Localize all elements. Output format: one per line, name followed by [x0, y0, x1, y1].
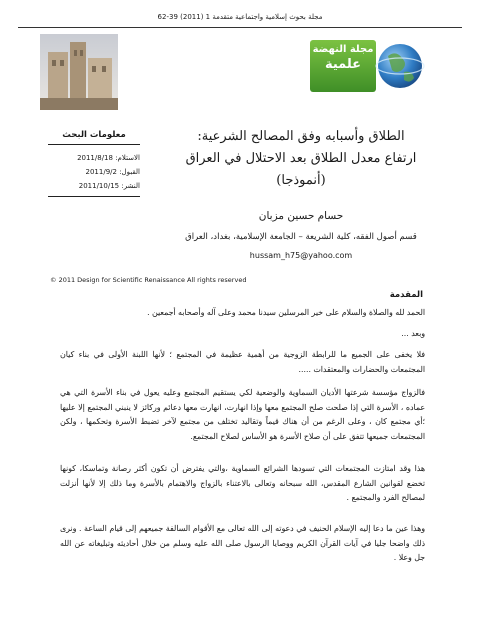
info-row-received: [48, 154, 140, 162]
body-paragraph: فلا يخفى على الجميع ما للرابطة الزوجية من أهمية عظيمة في المجتمع ؛ لأنها اللبنة الأولى في بناء كيان المجتمعات والحضارات والمعتقدات .....: [60, 350, 425, 374]
journal-building-logo: [40, 34, 118, 110]
info-row-published: [48, 182, 140, 190]
article-title-line1: الطلاق وأسبابه وفق المصالح الشرعية:: [197, 129, 405, 144]
globe-icon: [374, 38, 426, 96]
info-top-rule: [48, 144, 140, 145]
info-label: القبول:: [119, 168, 140, 176]
info-value: 2011/8/18: [77, 154, 113, 162]
body-paragraph: وبعد ...: [401, 329, 425, 338]
article-title-line2: ارتفاع معدل الطلاق بعد الاحتلال في العراق: [185, 151, 417, 166]
body-paragraph: الحمد لله والصلاة والسلام على خير المرسلين سيدنا محمد وعلى آله وأصحابه أجمعين .: [147, 308, 425, 317]
copyright-notice: © 2011 Design for Scientific Renaissance All rights reserved: [50, 276, 247, 284]
section-heading-introduction: المقدمة: [389, 290, 423, 300]
info-row-accepted: [48, 168, 140, 176]
journal-logo-text: [310, 44, 376, 73]
body-paragraph: فالزواج مؤسسة شرعتها الأديان السماوية والوضعية لكي يستقيم المجتمع وعليه يعول في بناء الأسرة التي هي عماده ، الأسرة التي إذا صلحت صلح المجتمع معها وإذا انهارت، انهارت معها دعائم وركائز لا ينبني المجتمع إلا عليها ؛أي مجتمع كان ، وعلى الرغم من أن هناك قيماً وتقاليد تختلف من مجتمع لآخر تضبط الأسرة وتحكمها ، ولكن المجتمعات جميعها تتفق على أن صلاح الأسرة هو الأساس لصلاح المجتمع.: [60, 388, 425, 441]
author-affiliation: قسم أصول الفقه، كلية الشريعة – الجامعة الإسلامية، بغداد، العراق: [185, 232, 417, 242]
running-header: مجلة بحوث إسلامية واجتماعية متقدمة 1 (2011) 39-62: [157, 13, 323, 21]
info-value: 2011/9/2: [85, 168, 117, 176]
info-bottom-rule: [48, 196, 140, 197]
article-info-heading: معلومات البحث: [62, 130, 126, 140]
article-title-line3: (أنموذجا): [276, 173, 326, 188]
author-email: hussam_h75@yahoo.com: [249, 251, 353, 260]
journal-logo-line2: علمية: [324, 56, 362, 72]
info-label: النشر:: [121, 182, 140, 190]
info-value: 2011/10/15: [78, 182, 120, 190]
journal-logo-line1: مجلة النهضة: [312, 44, 374, 55]
header-rule: [18, 27, 462, 28]
body-paragraph: وهذا عين ما دعا إليه الإسلام الحنيف في دعوته إلى الله تعالى مع الأقوام السالفة جميعهم إلى قيام الساعة . ونرى ذلك واضحا جليا في آيات القرآن الكريم ووصايا الرسول صلى الله عليه وسلم من خلال أحاديثه وتبليغاته عن الله جل وعلا .: [60, 524, 425, 562]
author-name: حسام حسين مزبان: [258, 210, 344, 222]
info-label: الاستلام:: [115, 154, 140, 162]
body-paragraph: هذا وقد امتازت المجتمعات التي تسودها الشرائع السماوية ،والتي يفترض أن تكون أكثر رصانة وتماسكا، كونها تخضع لقوانين الشارع المقدس، الله سبحانه وتعالى بالاعتناء بالزواج والاهتمام بالأسرة وما ذلك إلا لأنها أنزلت لمصالح الفرد والمجتمع .: [60, 464, 425, 502]
